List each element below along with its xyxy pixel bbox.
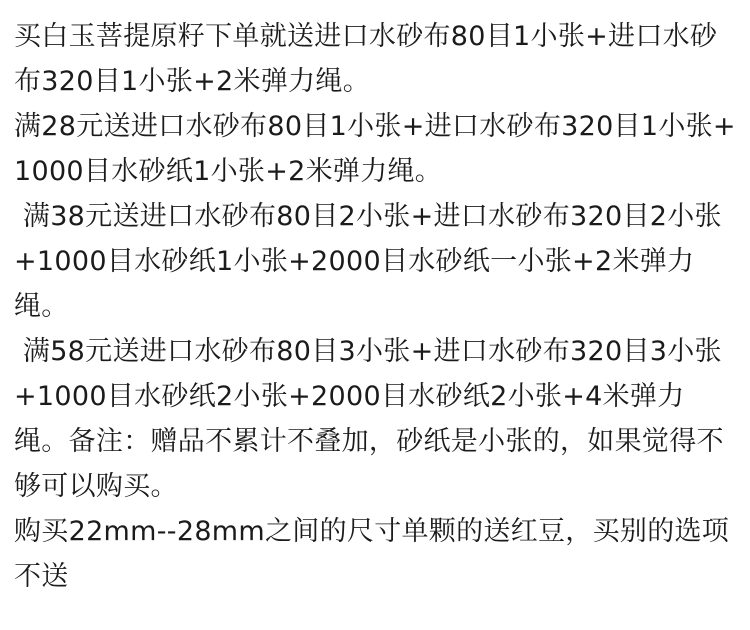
promo-paragraph-gift-base: [14, 14, 736, 104]
promo-text-gift-over-58: 满58元送进口水砂布80目3小张+进口水砂布320目3小张+1000目水砂纸2小张+2000目水砂纸2小张+4米弹力绳。备注：赠品不累计不叠加，砂纸是小张的，如果觉得不够可以购买。: [14, 336, 724, 502]
promo-paragraph-size-gift-note: [14, 509, 736, 599]
promo-paragraph-gift-over-38: [14, 194, 736, 329]
promo-text-gift-over-38: 满38元送进口水砂布80目2小张+进口水砂布320目2小张+1000目水砂纸1小张+2000目水砂纸一小张+2米弹力绳。: [14, 201, 722, 322]
promo-text-gift-over-28: 满28元送进口水砂布80目1小张+进口水砂布320目1小张+1000目水砂纸1小张+2米弹力绳。: [14, 111, 736, 187]
promo-paragraph-gift-over-28: [14, 104, 736, 194]
promo-text-gift-base: 买白玉菩提原籽下单就送进口水砂布80目1小张+进口水砂布320目1小张+2米弹力绳。: [14, 21, 718, 97]
promo-text-size-gift-note: 购买22mm--28mm之间的尺寸单颗的送红豆，买别的选项不送: [14, 516, 730, 592]
promo-paragraph-gift-over-58: [14, 329, 736, 509]
